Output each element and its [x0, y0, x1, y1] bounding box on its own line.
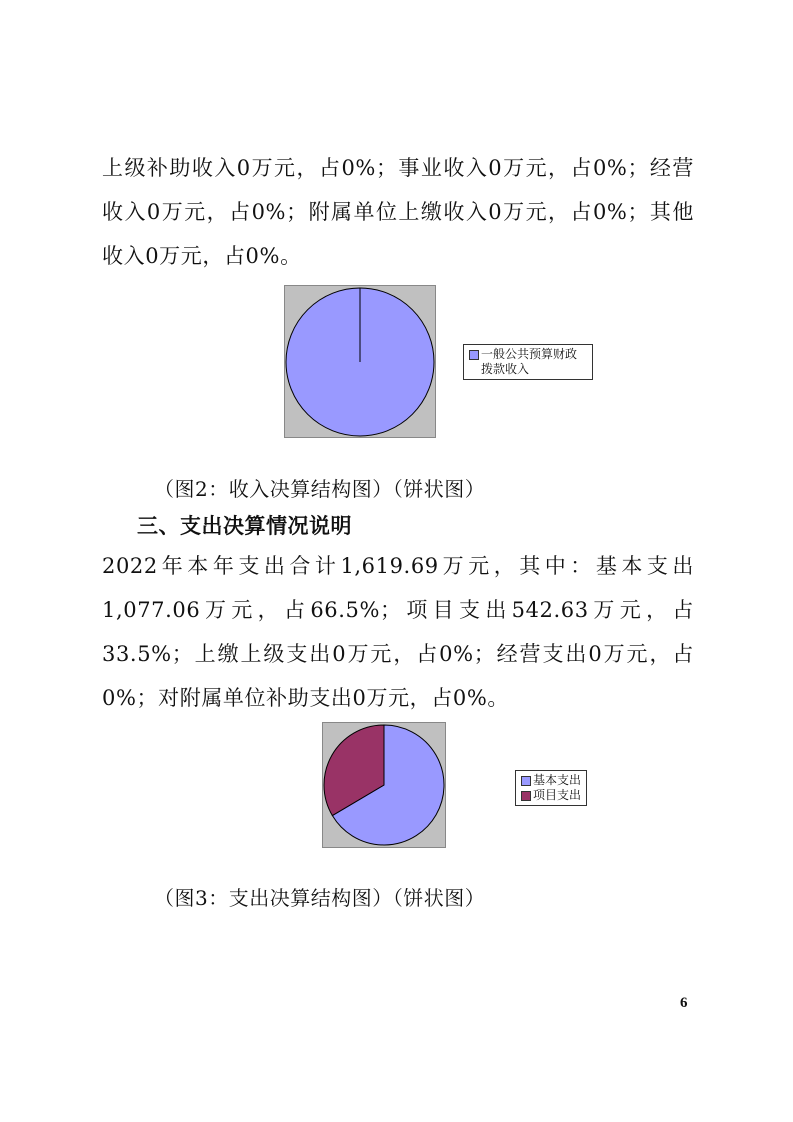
income-pie-svg — [285, 286, 435, 437]
expenditure-breakdown-paragraph: 2022年本年支出合计1,619.69万元，其中：基本支出1,077.06万元，占66.5%；项目支出542.63万元，占33.5%；上缴上级支出0万元，占0%；经营支出0万元，占0%；对附属单位补助支出0万元，占0%。 — [102, 554, 694, 710]
section-heading: 三、支出决算情况说明 — [137, 514, 352, 538]
income-breakdown-paragraph: 上级补助收入0万元，占0%；事业收入0万元，占0%；经营收入0万元，占0%；附属单位上缴收入0万元，占0%；其他收入0万元，占0%。 — [102, 156, 694, 268]
income-chart-legend — [463, 344, 593, 380]
expenditure-chart-legend — [515, 770, 587, 806]
legend-swatch — [521, 791, 531, 801]
legend-item-basic-expenditure — [521, 773, 581, 788]
page-number: 6 — [680, 995, 688, 1011]
legend-item-general-budget-income — [469, 347, 587, 377]
legend-label: 基本支出 — [533, 773, 582, 787]
legend-label: 一般公共预算财政拨款收入 — [481, 347, 578, 376]
legend-label: 项目支出 — [533, 788, 582, 802]
legend-swatch — [521, 776, 531, 786]
figure-2-caption: （图2：收入决算结构图）（饼状图） — [154, 477, 486, 501]
expenditure-structure-pie-chart — [322, 722, 446, 848]
legend-item-project-expenditure — [521, 788, 581, 803]
legend-swatch — [469, 350, 479, 360]
income-structure-pie-chart — [284, 285, 436, 438]
figure-3-caption: （图3：支出决算结构图）（饼状图） — [154, 886, 486, 910]
expenditure-pie-svg — [323, 723, 445, 847]
